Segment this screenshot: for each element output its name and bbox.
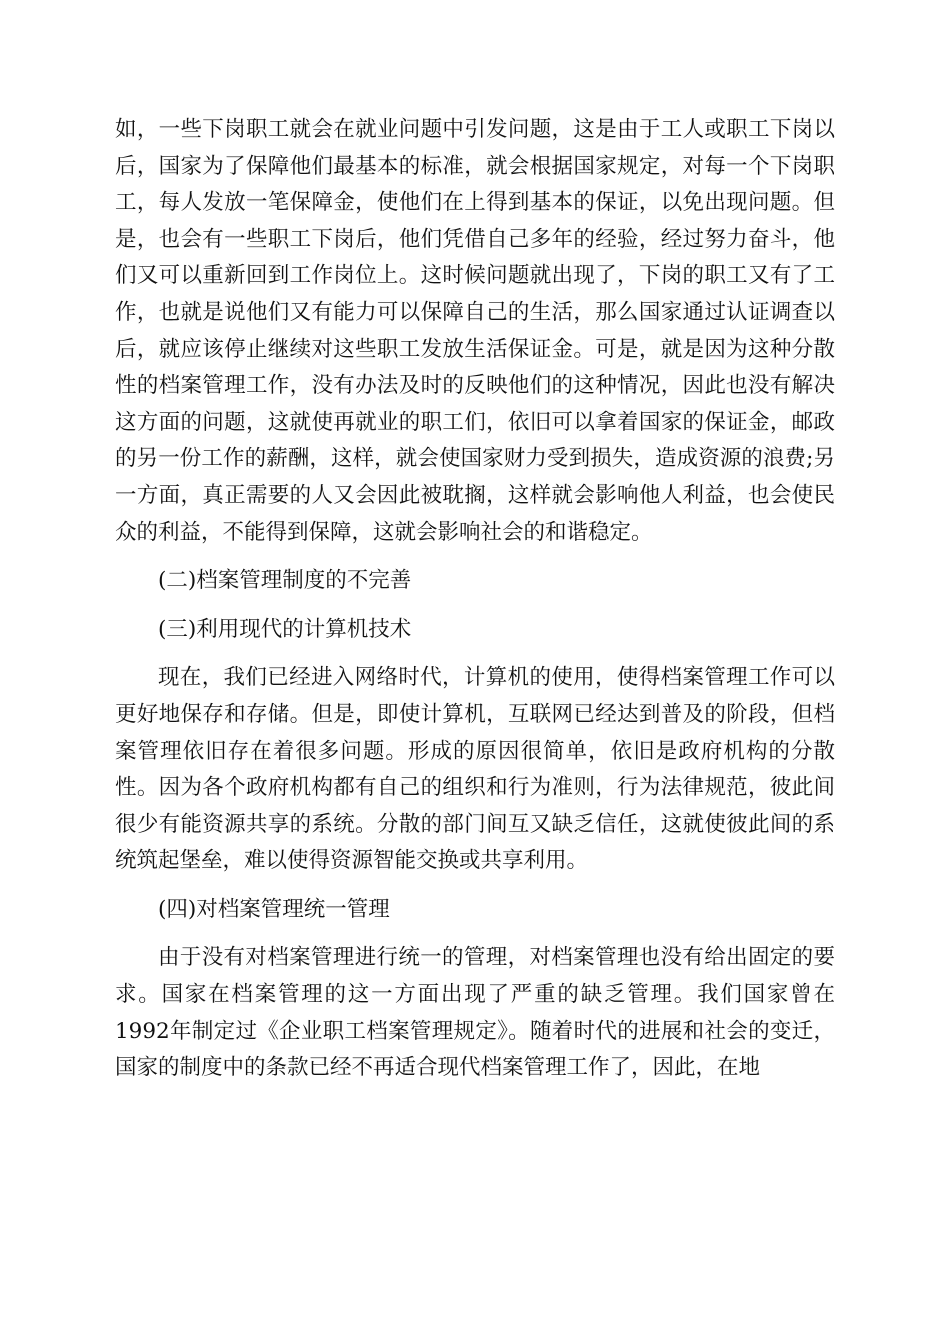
body-paragraph-1: 如，一些下岗职工就会在就业问题中引发问题，这是由于工人或职工下岗以后，国家为了保障他们最基本的标准，就会根据国家规定，对每一个下岗职工，每人发放一笔保障金，使他们在上得到基本的保证，以免出现问题。但是，也会有一些职工下岗后，他们凭借自己多年的经验，经过努力奋斗，他们又可以重新回到工作岗位上。这时候问题就出现了，下岗的职工又有了工作，也就是说他们又有能力可以保障自己的生活，那么国家通过认证调查以后，就应该停止继续对这些职工发放生活保证金。可是，就是因为这种分散性的档案管理工作，没有办法及时的反映他们的这种情况，因此也没有解决这方面的问题，这就使再就业的职工们，依旧可以拿着国家的保证金，邮政的另一份工作的薪酬，这样，就会使国家财力受到损失，造成资源的浪费;另一方面，真正需要的人又会因此被耽搁，这样就会影响他人利益，也会使民众的利益，不能得到保障，这就会影响社会的和谐稳定。: [115, 117, 835, 545]
section-heading-2: (二)档案管理制度的不完善: [158, 568, 412, 594]
section-heading-4: (四)对档案管理统一管理: [158, 896, 390, 922]
section-heading-3: (三)利用现代的计算机技术: [158, 616, 412, 642]
body-paragraph-2: 现在，我们已经进入网络时代，计算机的使用，使得档案管理工作可以更好地保存和存储。但是，即使计算机，互联网已经达到普及的阶段，但档案管理依旧存在着很多问题。形成的原因很简单，依旧是政府机构的分散性。因为各个政府机构都有自己的组织和行为准则，行为法律规范，彼此间很少有能资源共享的系统。分散的部门间互又缺乏信任，这就使彼此间的系统筑起堡垒，难以使得资源智能交换或共享利用。: [115, 665, 835, 874]
document-body: [115, 112, 835, 1087]
body-paragraph-3: 由于没有对档案管理进行统一的管理，对档案管理也没有给出固定的要求。国家在档案管理的这一方面出现了严重的缺乏管理。我们国家曾在1992年制定过《企业职工档案管理规定》。随着时代的进展和社会的变迁，国家的制度中的条款已经不再适合现代档案管理工作了，因此，在地: [115, 945, 835, 1081]
